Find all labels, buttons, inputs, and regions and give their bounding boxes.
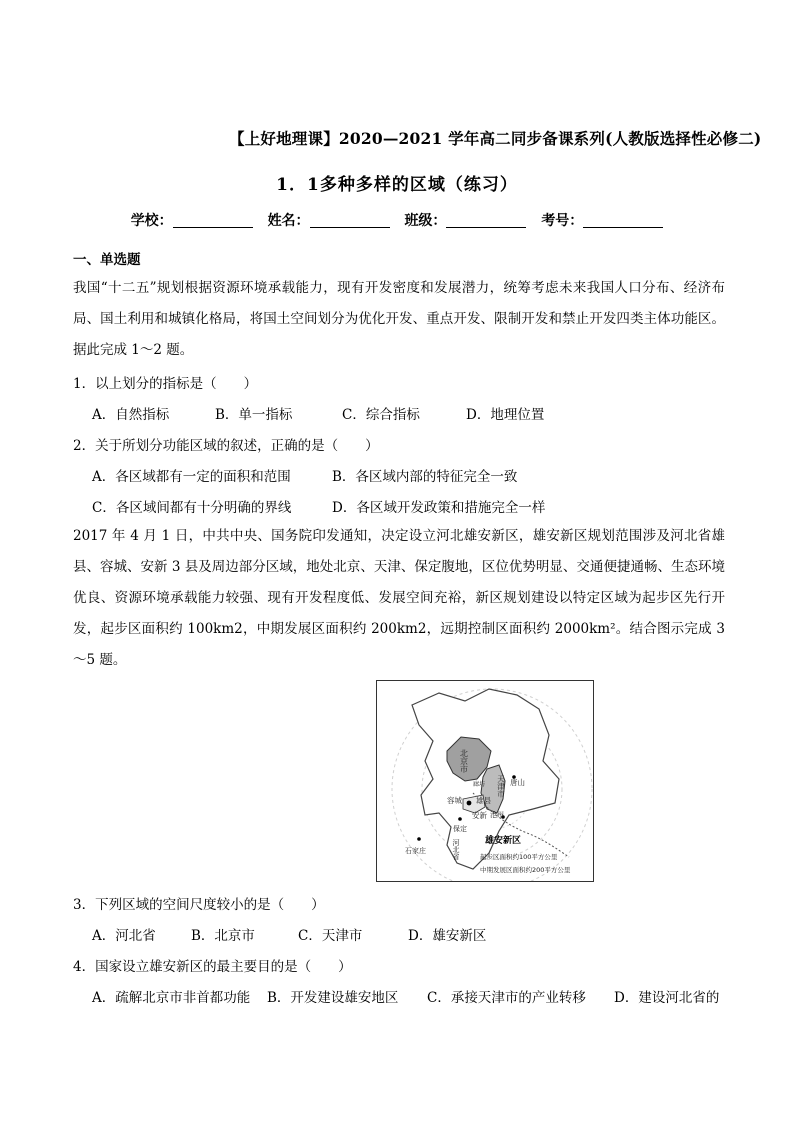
shijiazhuang-dot [417, 837, 421, 841]
page-title: 1．1多种多样的区域（练习） [276, 175, 518, 195]
question-2-options-row1 [92, 465, 517, 485]
langfang-label: 廊坊 [473, 781, 486, 788]
q2-option-b[interactable]: B．各区域内部的特征完全一致 [332, 469, 518, 485]
school-field[interactable] [173, 213, 253, 228]
legend-startup-area: 起步区面积约100平方公里 [480, 853, 558, 861]
question-4-stem: 4．国家设立雄安新区的最主要目的是（ ） [73, 959, 352, 975]
q1-option-a[interactable]: A．自然指标 [92, 407, 170, 423]
q4-option-b[interactable]: B．开发建设雄安地区 [267, 990, 399, 1006]
xiongan-dot [467, 801, 472, 806]
q4-option-a[interactable]: A．疏解北京市非首都功能 [92, 990, 251, 1006]
shijiazhuang-label: 石家庄 [405, 847, 426, 855]
question-4-options [92, 986, 719, 1006]
q3-option-a[interactable]: A．河北省 [92, 928, 156, 944]
q4-option-d[interactable]: D．建设河北省的 [614, 990, 720, 1006]
school-label: 学校： [130, 213, 173, 229]
question-3-options [92, 924, 486, 944]
q2-option-c[interactable]: C．各区域间都有十分明确的界线 [92, 500, 292, 516]
question-1-stem: 1．以上划分的指标是（ ） [73, 376, 258, 392]
q3-option-b[interactable]: B．北京市 [191, 928, 255, 944]
name-label: 姓名： [267, 213, 310, 229]
xiongan-label: 雄安新区 [485, 836, 522, 846]
series-title: 【上好地理课】2020—2021 学年高二同步备课系列(人教版选择性必修二) [229, 129, 762, 148]
question-2-stem: 2．关于所划分功能区域的叙述，正确的是（ ） [73, 438, 379, 454]
student-info [0, 210, 794, 230]
q3-option-d[interactable]: D．雄安新区 [408, 928, 487, 944]
anxin-label: 安新 [472, 811, 487, 820]
name-field[interactable] [310, 213, 390, 228]
q1-option-c[interactable]: C．综合指标 [342, 407, 420, 423]
q1-option-d[interactable]: D．地理位置 [466, 407, 545, 423]
hebei-label: 河北省 [452, 839, 460, 860]
xiongan-map [377, 681, 593, 881]
tianjin-label: 天津市 [496, 775, 506, 798]
xiongan-map-figure [376, 680, 594, 882]
q2-option-d[interactable]: D．各区域开发政策和措施完全一样 [332, 500, 546, 516]
baoding-label: 保定 [453, 825, 467, 833]
question-1-options [92, 403, 544, 423]
q4-option-c[interactable]: C．承接天津市的产业转移 [427, 990, 586, 1006]
legend-midterm-area: 中期发展区面积约200平方公里 [480, 866, 571, 874]
exam-number-field[interactable] [583, 213, 663, 228]
tangshan-label: 唐山 [510, 778, 525, 787]
class-field[interactable] [446, 213, 526, 228]
q3-option-c[interactable]: C．天津市 [298, 928, 363, 944]
cangzhou-label: 沧州 [490, 811, 504, 819]
question-2-options-row2 [92, 496, 545, 516]
exam-number-label: 考号： [541, 213, 584, 229]
passage-2: 2017 年 4 月 1 日，中共中央、国务院印发通知，决定设立河北雄安新区，雄安新区规划范围涉及河北省雄县、容城、安新 3 县及周边部分区域，地处北京、天津、保定腹地，区位优势明显、交通便捷通畅、生态环境优良、资源环境承载能力较强、现有开发程度低、发展空间充裕，新区规划建设以特定区域为起步区先行开发，起步区面积约 100km2，中期发展区面积约 200km2，远期控制区面积约 2000km²。结合图示完成 3～5 题。 [73, 528, 725, 668]
class-label: 班级： [404, 213, 447, 229]
passage-1: 我国“十二五”规划根据资源环境承载能力，现有开发密度和发展潜力，统筹考虑未来我国人口分布、经济布局、国土利用和城镇化格局，将国土空间划分为优化开发、重点开发、限制开发和禁止开发四类主体功能区。据此完成 1～2 题。 [73, 280, 725, 358]
section-heading: 一、单选题 [73, 252, 141, 268]
xiongxian-label: 雄县 [476, 796, 491, 805]
q1-option-b[interactable]: B．单一指标 [215, 407, 293, 423]
question-3-stem: 3．下列区域的空间尺度较小的是（ ） [73, 897, 325, 913]
rongcheng-label: 容城 [447, 796, 462, 805]
beijing-label: 北京市 [459, 749, 469, 773]
q2-option-a[interactable]: A．各区域都有一定的面积和范围 [92, 469, 291, 485]
baoding-dot [458, 817, 462, 821]
